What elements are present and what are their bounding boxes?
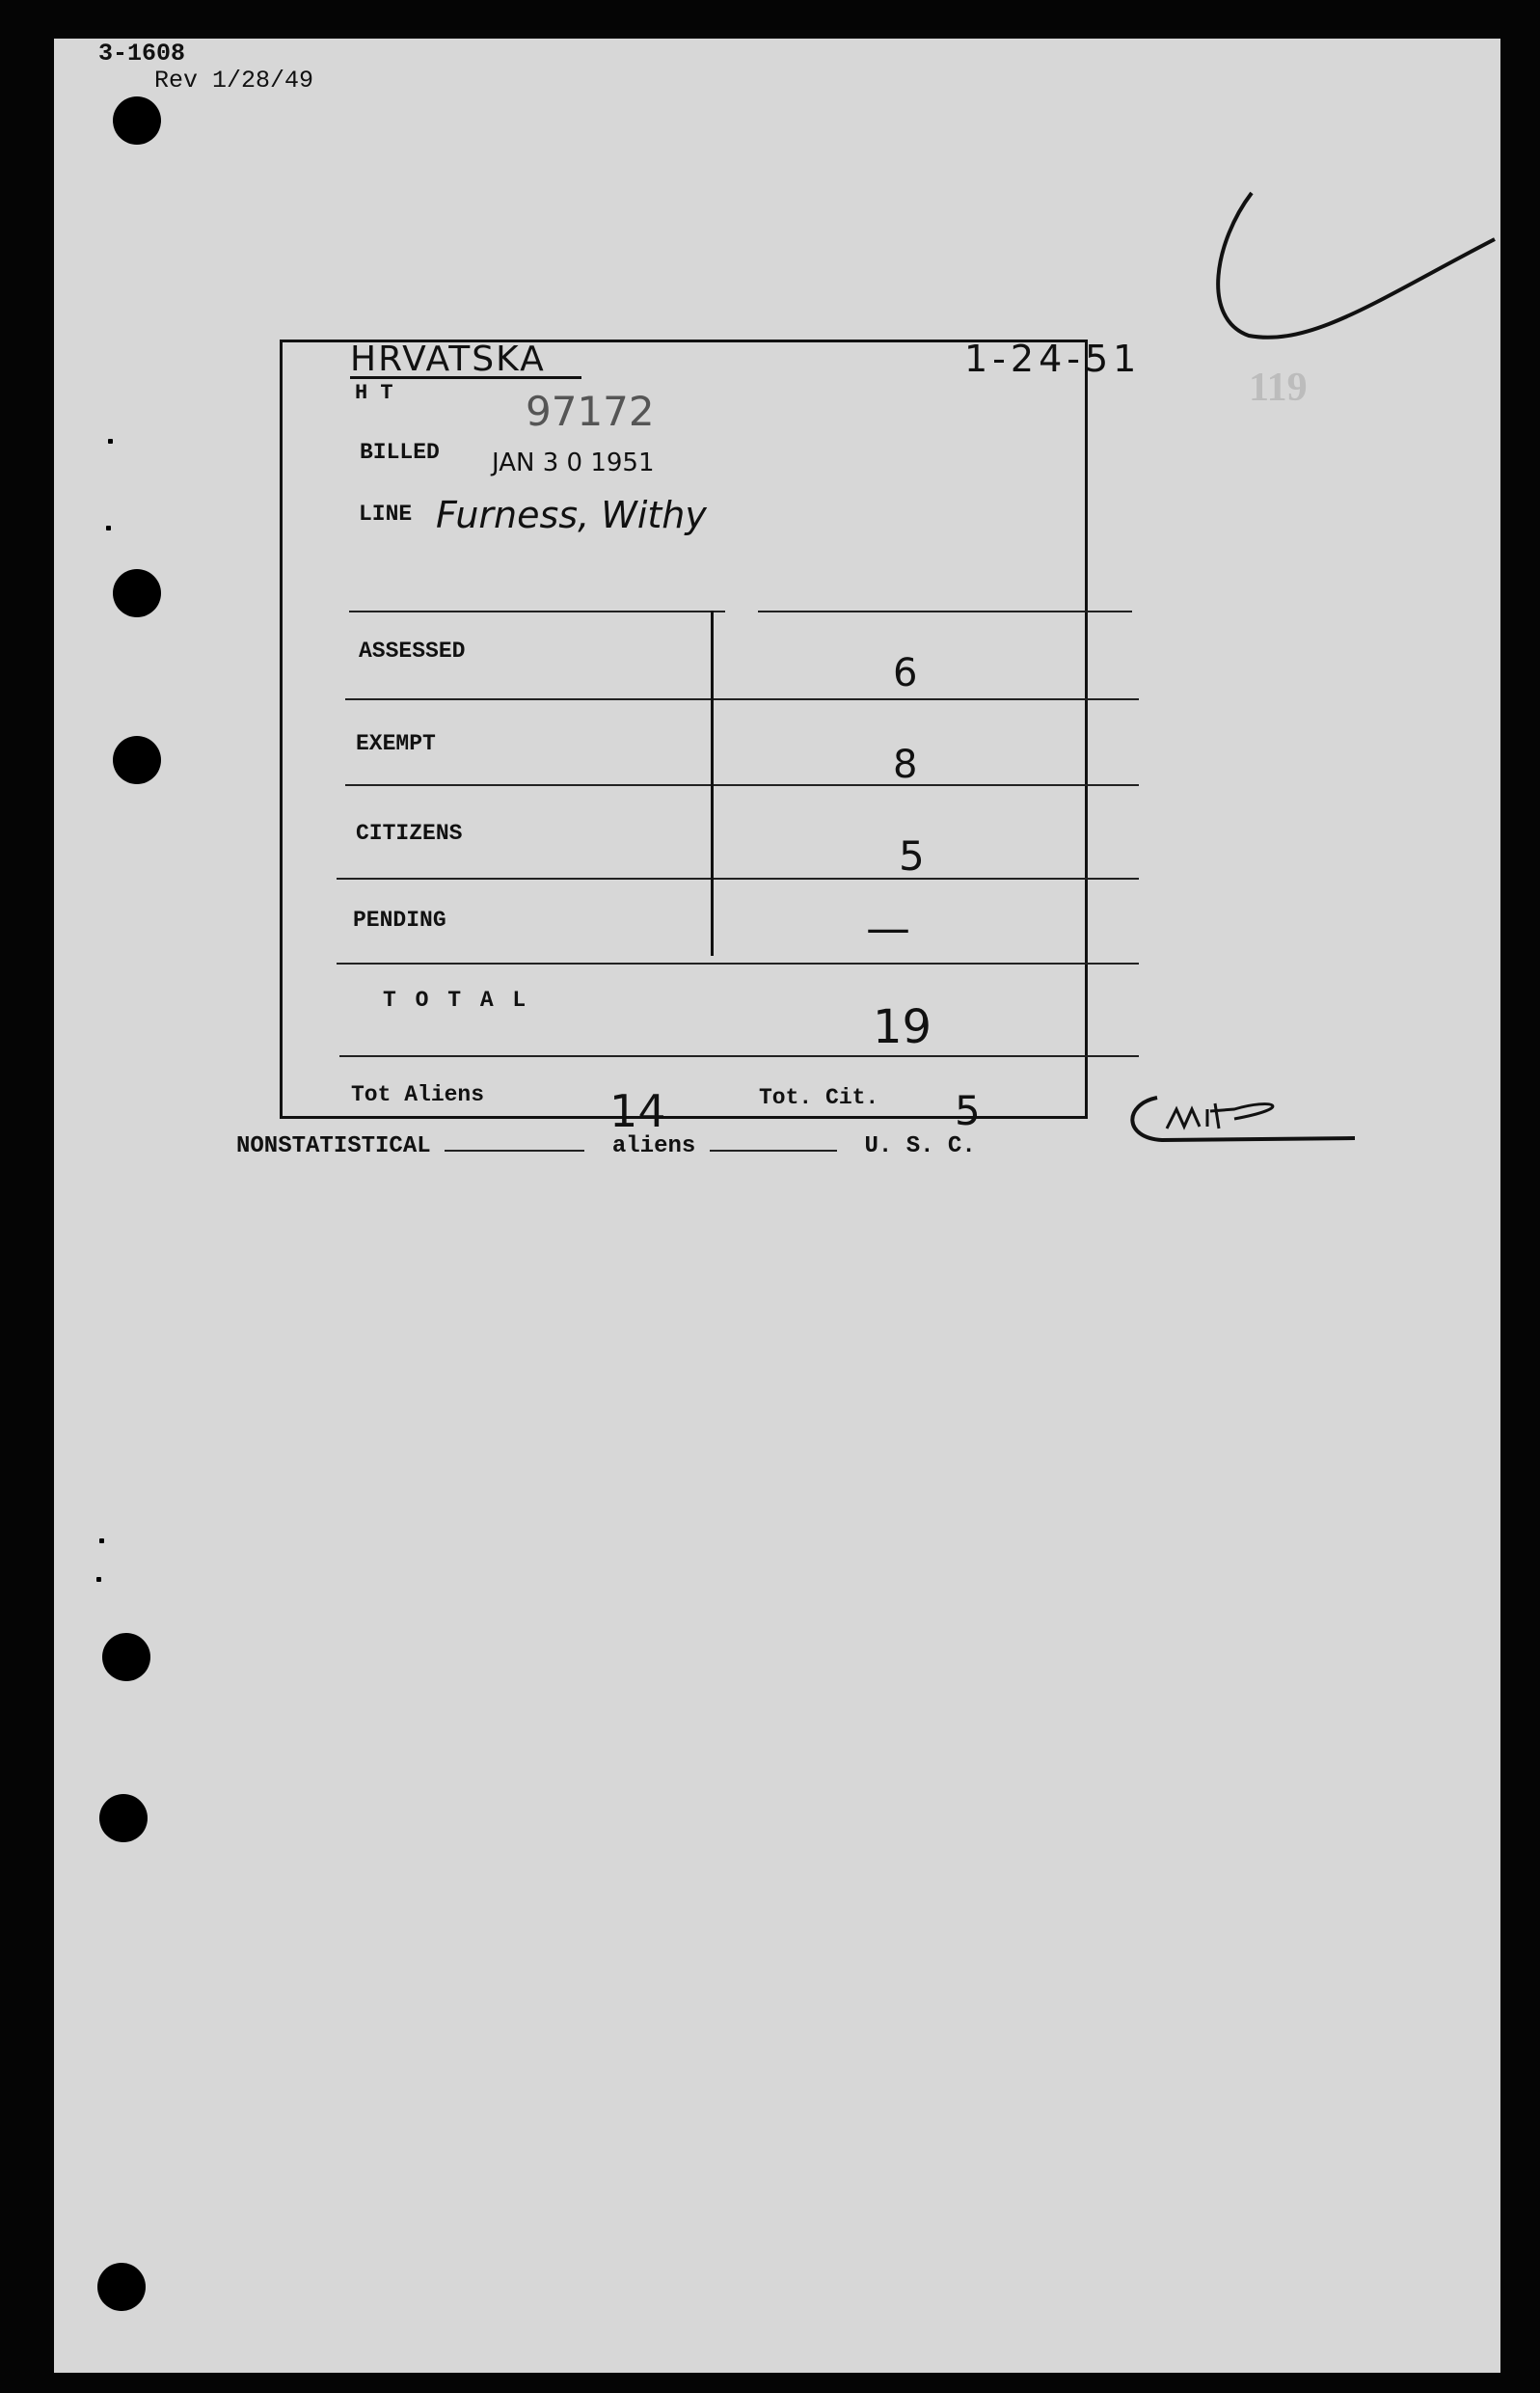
nonstatistical-line xyxy=(236,1133,976,1159)
row-value-assessed: 6 xyxy=(893,651,918,695)
tot-aliens-value: 14 xyxy=(609,1085,666,1137)
rule xyxy=(339,1055,1139,1057)
rule xyxy=(337,963,1139,965)
punch-hole xyxy=(113,736,161,784)
total-value: 19 xyxy=(873,1000,932,1054)
ship-name: HRVATSKA xyxy=(350,340,546,379)
tot-cit-label: Tot. Cit. xyxy=(759,1085,879,1110)
speck xyxy=(99,1538,104,1543)
rule xyxy=(345,698,1139,700)
aliens-blank xyxy=(710,1140,837,1152)
billed-label: BILLED xyxy=(360,440,440,465)
line-label: LINE xyxy=(359,502,413,527)
form-code: 3-1608 xyxy=(98,40,186,68)
speck xyxy=(108,439,113,444)
page-number: 119 xyxy=(1249,366,1308,410)
row-value-citizens: 5 xyxy=(899,832,925,880)
initials-signature xyxy=(1119,1080,1369,1148)
punch-hole xyxy=(99,1794,148,1842)
form-code-block xyxy=(98,41,313,95)
rule xyxy=(349,611,725,612)
billed-stamp: JAN 3 0 1951 xyxy=(492,449,655,477)
nonstat-label: NONSTATISTICAL xyxy=(236,1133,431,1159)
check-mark-icon xyxy=(1196,183,1504,357)
ht-label: H T xyxy=(355,381,393,405)
column-divider xyxy=(711,611,714,956)
punch-hole xyxy=(102,1633,150,1681)
row-value-exempt: 8 xyxy=(893,743,918,787)
punch-hole xyxy=(97,2263,146,2311)
rule xyxy=(337,878,1139,880)
aliens-label: aliens xyxy=(611,1133,696,1159)
row-value-pending: — xyxy=(866,902,910,954)
punch-hole xyxy=(113,96,161,145)
rule xyxy=(345,784,1139,786)
row-label-exempt: EXEMPT xyxy=(356,731,436,756)
tot-cit-value: 5 xyxy=(955,1087,981,1134)
rule xyxy=(758,611,1132,612)
speck xyxy=(96,1577,101,1582)
tot-aliens-label: Tot Aliens xyxy=(351,1082,485,1107)
date-handwritten: 1-24-51 xyxy=(964,338,1142,380)
row-label-pending: PENDING xyxy=(353,908,446,933)
speck xyxy=(106,526,111,530)
ht-number: 97172 xyxy=(526,388,655,435)
usc-label: U. S. C. xyxy=(864,1133,976,1159)
row-label-citizens: CITIZENS xyxy=(356,821,463,846)
nonstat-blank xyxy=(445,1140,584,1152)
punch-hole xyxy=(113,569,161,617)
line-value: Furness, Withy xyxy=(436,494,707,536)
form-revision: Rev 1/28/49 xyxy=(154,67,314,95)
total-label: T O T A L xyxy=(383,988,529,1013)
row-label-assessed: ASSESSED xyxy=(359,639,466,664)
